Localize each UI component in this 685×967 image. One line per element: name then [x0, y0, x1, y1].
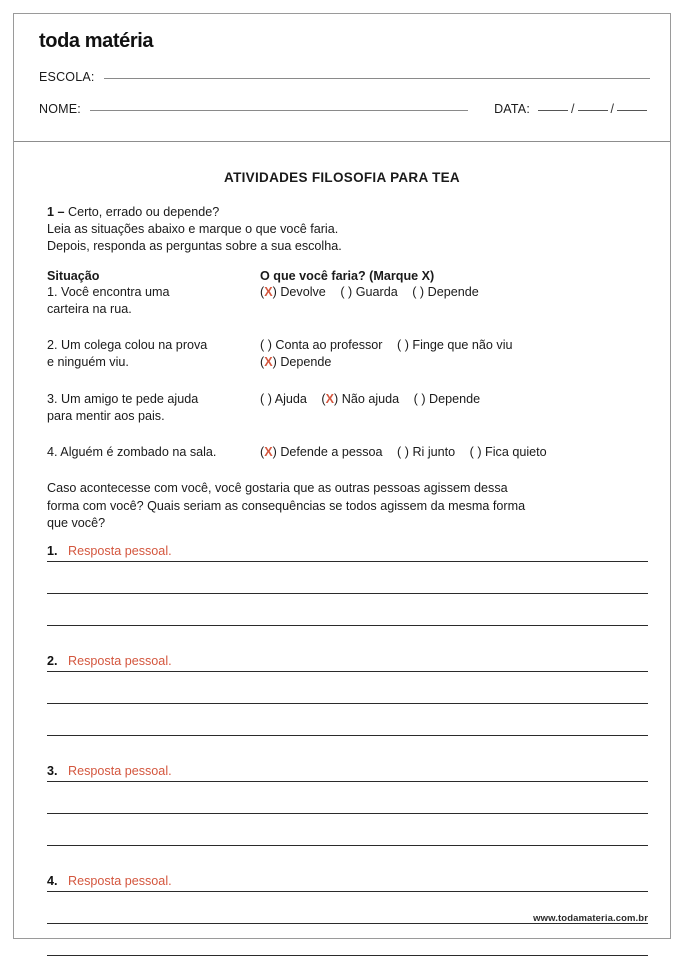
checkbox-icon[interactable]: ( ): [260, 392, 272, 406]
situation-text-1: [47, 284, 260, 317]
options-line: [260, 284, 650, 301]
option-depende[interactable]: [260, 354, 331, 371]
situation-3-line-2: para mentir aos pais.: [47, 408, 165, 423]
option-depende[interactable]: [412, 284, 479, 301]
option-label: Ajuda: [274, 392, 307, 406]
reflection-line-1: Caso acontecesse com você, você gostaria que as outras pessoas agissem dessa: [47, 481, 508, 495]
answer-write-line[interactable]: [47, 869, 648, 892]
reflection-line-2: forma com você? Quais seriam as consequências se todos agissem da mesma forma: [47, 498, 526, 513]
options-group-4: [260, 444, 650, 461]
answer-write-line[interactable]: [47, 782, 648, 814]
option-devolve[interactable]: [260, 284, 326, 301]
situation-4-line-1: 4. Alguém é zombado na sala.: [47, 445, 217, 459]
checkbox-icon[interactable]: ( ): [260, 338, 272, 352]
x-mark-icon: X: [264, 445, 273, 459]
row-spacer: [47, 370, 650, 391]
table-row: [47, 337, 650, 370]
option-label: Finge que não viu: [412, 338, 513, 352]
x-mark-icon: X: [325, 392, 335, 406]
page-header: [14, 14, 670, 142]
option-ajuda[interactable]: [260, 391, 307, 408]
checkbox-icon[interactable]: ( ): [340, 285, 353, 299]
answer-write-line[interactable]: [47, 594, 648, 626]
answer-write-line[interactable]: [47, 704, 648, 736]
checkbox-icon[interactable]: (X): [260, 445, 277, 459]
option-label: Fica quieto: [485, 445, 547, 459]
question-prompt-line: [47, 204, 342, 221]
situation-text-4: [47, 444, 260, 461]
answer-number: 3.: [47, 764, 58, 778]
row-spacer: [47, 424, 650, 444]
question-prompt: Certo, errado ou depende?: [68, 205, 220, 219]
column-header-situation: Situação: [47, 269, 100, 283]
checkbox-icon[interactable]: ( ): [412, 285, 425, 299]
situation-2-line-2: e ninguém viu.: [47, 354, 129, 369]
reflection-paragraph: [47, 480, 640, 533]
answer-text: Resposta pessoal.: [68, 544, 172, 558]
option-label: Ri junto: [412, 445, 456, 459]
checkbox-icon[interactable]: ( ): [469, 445, 482, 459]
answer-write-line[interactable]: [47, 539, 648, 562]
checkbox-icon[interactable]: ( ): [397, 338, 409, 352]
school-field-row: [39, 70, 650, 84]
answer-block-3: [47, 759, 648, 846]
answer-write-line[interactable]: [47, 924, 648, 956]
question-intro: [47, 204, 342, 255]
reflection-line-3: que você?: [47, 516, 106, 530]
date-year-blank[interactable]: [617, 110, 647, 111]
worksheet-title: ATIVIDADES FILOSOFIA PARA TEA: [224, 170, 460, 185]
options-line: [260, 354, 650, 371]
situations-table: [47, 269, 650, 461]
footer-url: www.todamateria.com.br: [533, 913, 648, 924]
situation-3-line-1: 3. Um amigo te pede ajuda: [47, 392, 199, 406]
page-content: [14, 142, 670, 938]
option-label: Guarda: [355, 285, 398, 299]
x-mark-icon: X: [264, 354, 273, 369]
x-mark-icon: X: [264, 285, 273, 299]
answer-write-line[interactable]: [47, 759, 648, 782]
situation-1-line-1: 1. Você encontra uma: [47, 285, 170, 299]
options-line: [260, 337, 650, 354]
checkbox-icon[interactable]: (X): [260, 285, 277, 299]
options-group-1: [260, 284, 650, 317]
answer-number: 4.: [47, 874, 58, 888]
situation-2-line-1: 2. Um colega colou na prova: [47, 338, 208, 352]
column-header-answer: O que você faria? (Marque X): [260, 269, 435, 283]
worksheet-page: [13, 13, 671, 939]
option-label: Depende: [427, 285, 479, 299]
situation-1-line-2: carteira na rua.: [47, 301, 132, 316]
school-label: ESCOLA:: [39, 70, 95, 84]
school-write-line[interactable]: [104, 78, 650, 79]
date-separator-2: /: [610, 102, 614, 116]
answer-write-line[interactable]: [47, 814, 648, 846]
option-label: Conta ao professor: [275, 338, 383, 352]
checkbox-icon[interactable]: (X): [260, 354, 277, 369]
date-month-blank[interactable]: [578, 110, 608, 111]
option-label: Não ajuda: [341, 392, 400, 406]
name-write-line[interactable]: [90, 110, 468, 111]
situations-table-header: [47, 269, 650, 283]
row-spacer: [47, 317, 650, 337]
option-label: Devolve: [280, 285, 326, 299]
answer-block-1: [47, 539, 648, 626]
options-line: [260, 444, 650, 461]
date-separator-1: /: [571, 102, 575, 116]
checkbox-icon[interactable]: ( ): [413, 392, 426, 406]
answer-text: Resposta pessoal.: [68, 764, 172, 778]
answer-text: Resposta pessoal.: [68, 874, 172, 888]
answer-text: Resposta pessoal.: [68, 654, 172, 668]
instruction-line-1: Leia as situações abaixo e marque o que você faria.: [47, 222, 339, 236]
answer-blocks: [47, 539, 648, 956]
table-row: [47, 284, 650, 317]
option-guarda[interactable]: [340, 284, 397, 301]
options-group-2: [260, 337, 650, 370]
instruction-line-2: Depois, responda as perguntas sobre a sua escolha.: [47, 239, 342, 253]
answer-write-line[interactable]: [47, 562, 648, 594]
option-defende-a-pessoa[interactable]: [260, 444, 383, 461]
option-label: Defende a pessoa: [280, 445, 383, 459]
checkbox-icon[interactable]: (X): [321, 392, 339, 406]
answer-number: 2.: [47, 654, 58, 668]
name-date-field-row: [39, 102, 650, 116]
option-ri-junto[interactable]: [397, 444, 455, 461]
option-label: Depende: [280, 354, 332, 369]
brand-logo: toda matéria: [39, 30, 154, 52]
answer-write-line[interactable]: [47, 649, 648, 672]
question-number: 1 –: [47, 205, 65, 219]
options-line: [260, 391, 650, 408]
option-fica-quieto[interactable]: [470, 444, 547, 461]
answer-block-2: [47, 649, 648, 736]
date-label: DATA:: [494, 102, 531, 116]
date-field: [494, 102, 650, 116]
option-conta-ao-professor[interactable]: [260, 337, 383, 354]
option-nao-ajuda[interactable]: [321, 391, 399, 408]
table-row: [47, 391, 650, 424]
answer-write-line[interactable]: [47, 672, 648, 704]
table-row: [47, 444, 650, 461]
checkbox-icon[interactable]: ( ): [397, 445, 409, 459]
option-finge-que-nao-viu[interactable]: [397, 337, 513, 354]
options-group-3: [260, 391, 650, 424]
answer-number: 1.: [47, 544, 58, 558]
date-day-blank[interactable]: [538, 110, 568, 111]
option-depende[interactable]: [414, 391, 481, 408]
situation-text-2: [47, 337, 260, 370]
option-label: Depende: [429, 392, 481, 406]
name-label: NOME:: [39, 102, 81, 116]
situation-text-3: [47, 391, 260, 424]
